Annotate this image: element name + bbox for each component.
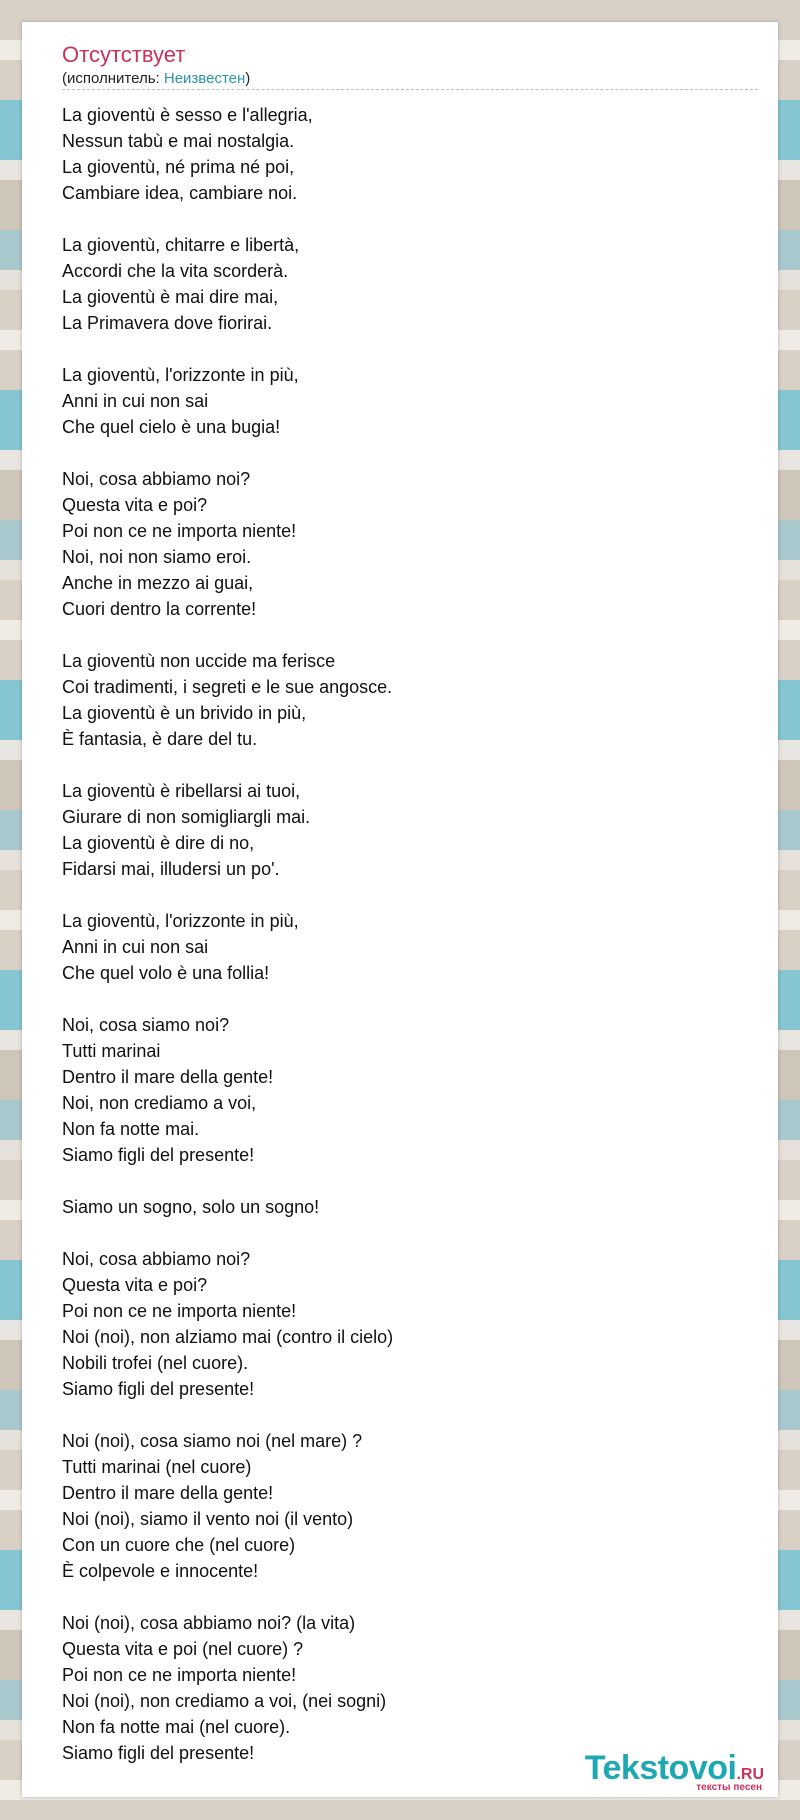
stanza-break [62,1584,758,1610]
lyric-line: Noi, cosa abbiamo noi? [62,1249,251,1269]
lyric-line: Questa vita e poi? [62,1275,208,1295]
stanza-break [62,440,758,466]
lyric-line: La gioventù, l'orizzonte in più, [62,911,299,931]
lyric-line: Anche in mezzo ai guai, [62,573,254,593]
lyric-line: Anni in cui non sai [62,391,209,411]
lyric-line: La Primavera dove fiorirai. [62,313,273,333]
lyric-line: Dentro il mare della gente! [62,1483,274,1503]
lyric-line: Noi (noi), non crediamo a voi, (nei sogni) [62,1691,387,1711]
lyric-line: Accordi che la vita scorderà. [62,261,289,281]
lyric-line: Fidarsi mai, illudersi un po'. [62,859,280,879]
lyric-line: Siamo figli del presente! [62,1379,255,1399]
lyric-line: La gioventù è sesso e l'allegria, [62,105,313,125]
lyric-line: Non fa notte mai (nel cuore). [62,1717,291,1737]
logo-subtitle: тексты песен [696,1782,762,1793]
lyric-line: Tutti marinai [62,1041,161,1061]
lyric-line: Siamo un sogno, solo un sogno! [62,1197,320,1217]
lyric-line: È fantasia, è dare del tu. [62,729,258,749]
lyric-line: La gioventù, chitarre e libertà, [62,235,300,255]
lyric-line: Noi (noi), cosa siamo noi (nel mare) ? [62,1431,363,1451]
lyric-line: Nessun tabù e mai nostalgia. [62,131,295,151]
stanza-break [62,1220,758,1246]
lyric-line: La gioventù, l'orizzonte in più, [62,365,299,385]
lyric-line: È colpevole e innocente! [62,1561,259,1581]
lyric-line: La gioventù è mai dire mai, [62,287,279,307]
artist-link[interactable]: Неизвестен [163,70,246,87]
lyric-line: La gioventù è un brivido in più, [62,703,307,723]
site-logo[interactable] [585,1750,764,1793]
lyric-line: Noi (noi), siamo il vento noi (il vento) [62,1509,354,1529]
lyric-line: La gioventù non uccide ma ferisce [62,651,336,671]
lyric-line: Noi, cosa siamo noi? [62,1015,230,1035]
lyric-line: Questa vita e poi? [62,495,208,515]
stanza-break [62,752,758,778]
lyric-line: La gioventù è dire di no, [62,833,255,853]
lyric-line: Siamo figli del presente! [62,1743,255,1763]
lyric-line: Questa vita e poi (nel cuore) ? [62,1639,304,1659]
stanza-break [62,986,758,1012]
lyrics-text [62,102,758,1766]
artist-suffix: ) [245,70,251,87]
lyric-line: Tutti marinai (nel cuore) [62,1457,252,1477]
lyric-line: Dentro il mare della gente! [62,1067,274,1087]
lyric-line: Coi tradimenti, i segreti e le sue angosce. [62,677,393,697]
lyric-line: Cuori dentro la corrente! [62,599,257,619]
lyric-line: La gioventù è ribellarsi ai tuoi, [62,781,301,801]
lyric-line: Noi, non crediamo a voi, [62,1093,257,1113]
artist-line [62,70,758,90]
lyric-line: Nobili trofei (nel cuore). [62,1353,249,1373]
lyric-line: Poi non ce ne importa niente! [62,1301,297,1321]
lyric-line: La gioventù, né prima né poi, [62,157,295,177]
stanza-break [62,206,758,232]
stanza-break [62,882,758,908]
stanza-break [62,1402,758,1428]
stanza-break [62,336,758,362]
lyric-line: Poi non ce ne importa niente! [62,521,297,541]
lyric-line: Che quel volo è una follia! [62,963,270,983]
artist-prefix: (исполнитель: [62,70,164,87]
lyric-line: Siamo figli del presente! [62,1145,255,1165]
lyric-line: Anni in cui non sai [62,937,209,957]
song-title: Отсутствует [62,42,186,67]
lyric-line: Poi non ce ne importa niente! [62,1665,297,1685]
lyric-line: Che quel cielo è una bugia! [62,417,281,437]
stanza-break [62,1168,758,1194]
lyric-line: Noi (noi), non alziamo mai (contro il cielo) [62,1327,394,1347]
lyric-line: Giurare di non somigliargli mai. [62,807,311,827]
logo-tld: .RU [736,1766,764,1783]
lyric-line: Noi, noi non siamo eroi. [62,547,252,567]
lyric-line: Noi, cosa abbiamo noi? [62,469,251,489]
lyric-line: Con un cuore che (nel cuore) [62,1535,296,1555]
lyric-line: Non fa notte mai. [62,1119,200,1139]
lyrics-card [22,22,778,1797]
lyric-line: Noi (noi), cosa abbiamo noi? (la vita) [62,1613,356,1633]
logo-wordmark: Tekstovoi [584,1749,737,1787]
stanza-break [62,622,758,648]
lyric-line: Cambiare idea, cambiare noi. [62,183,298,203]
